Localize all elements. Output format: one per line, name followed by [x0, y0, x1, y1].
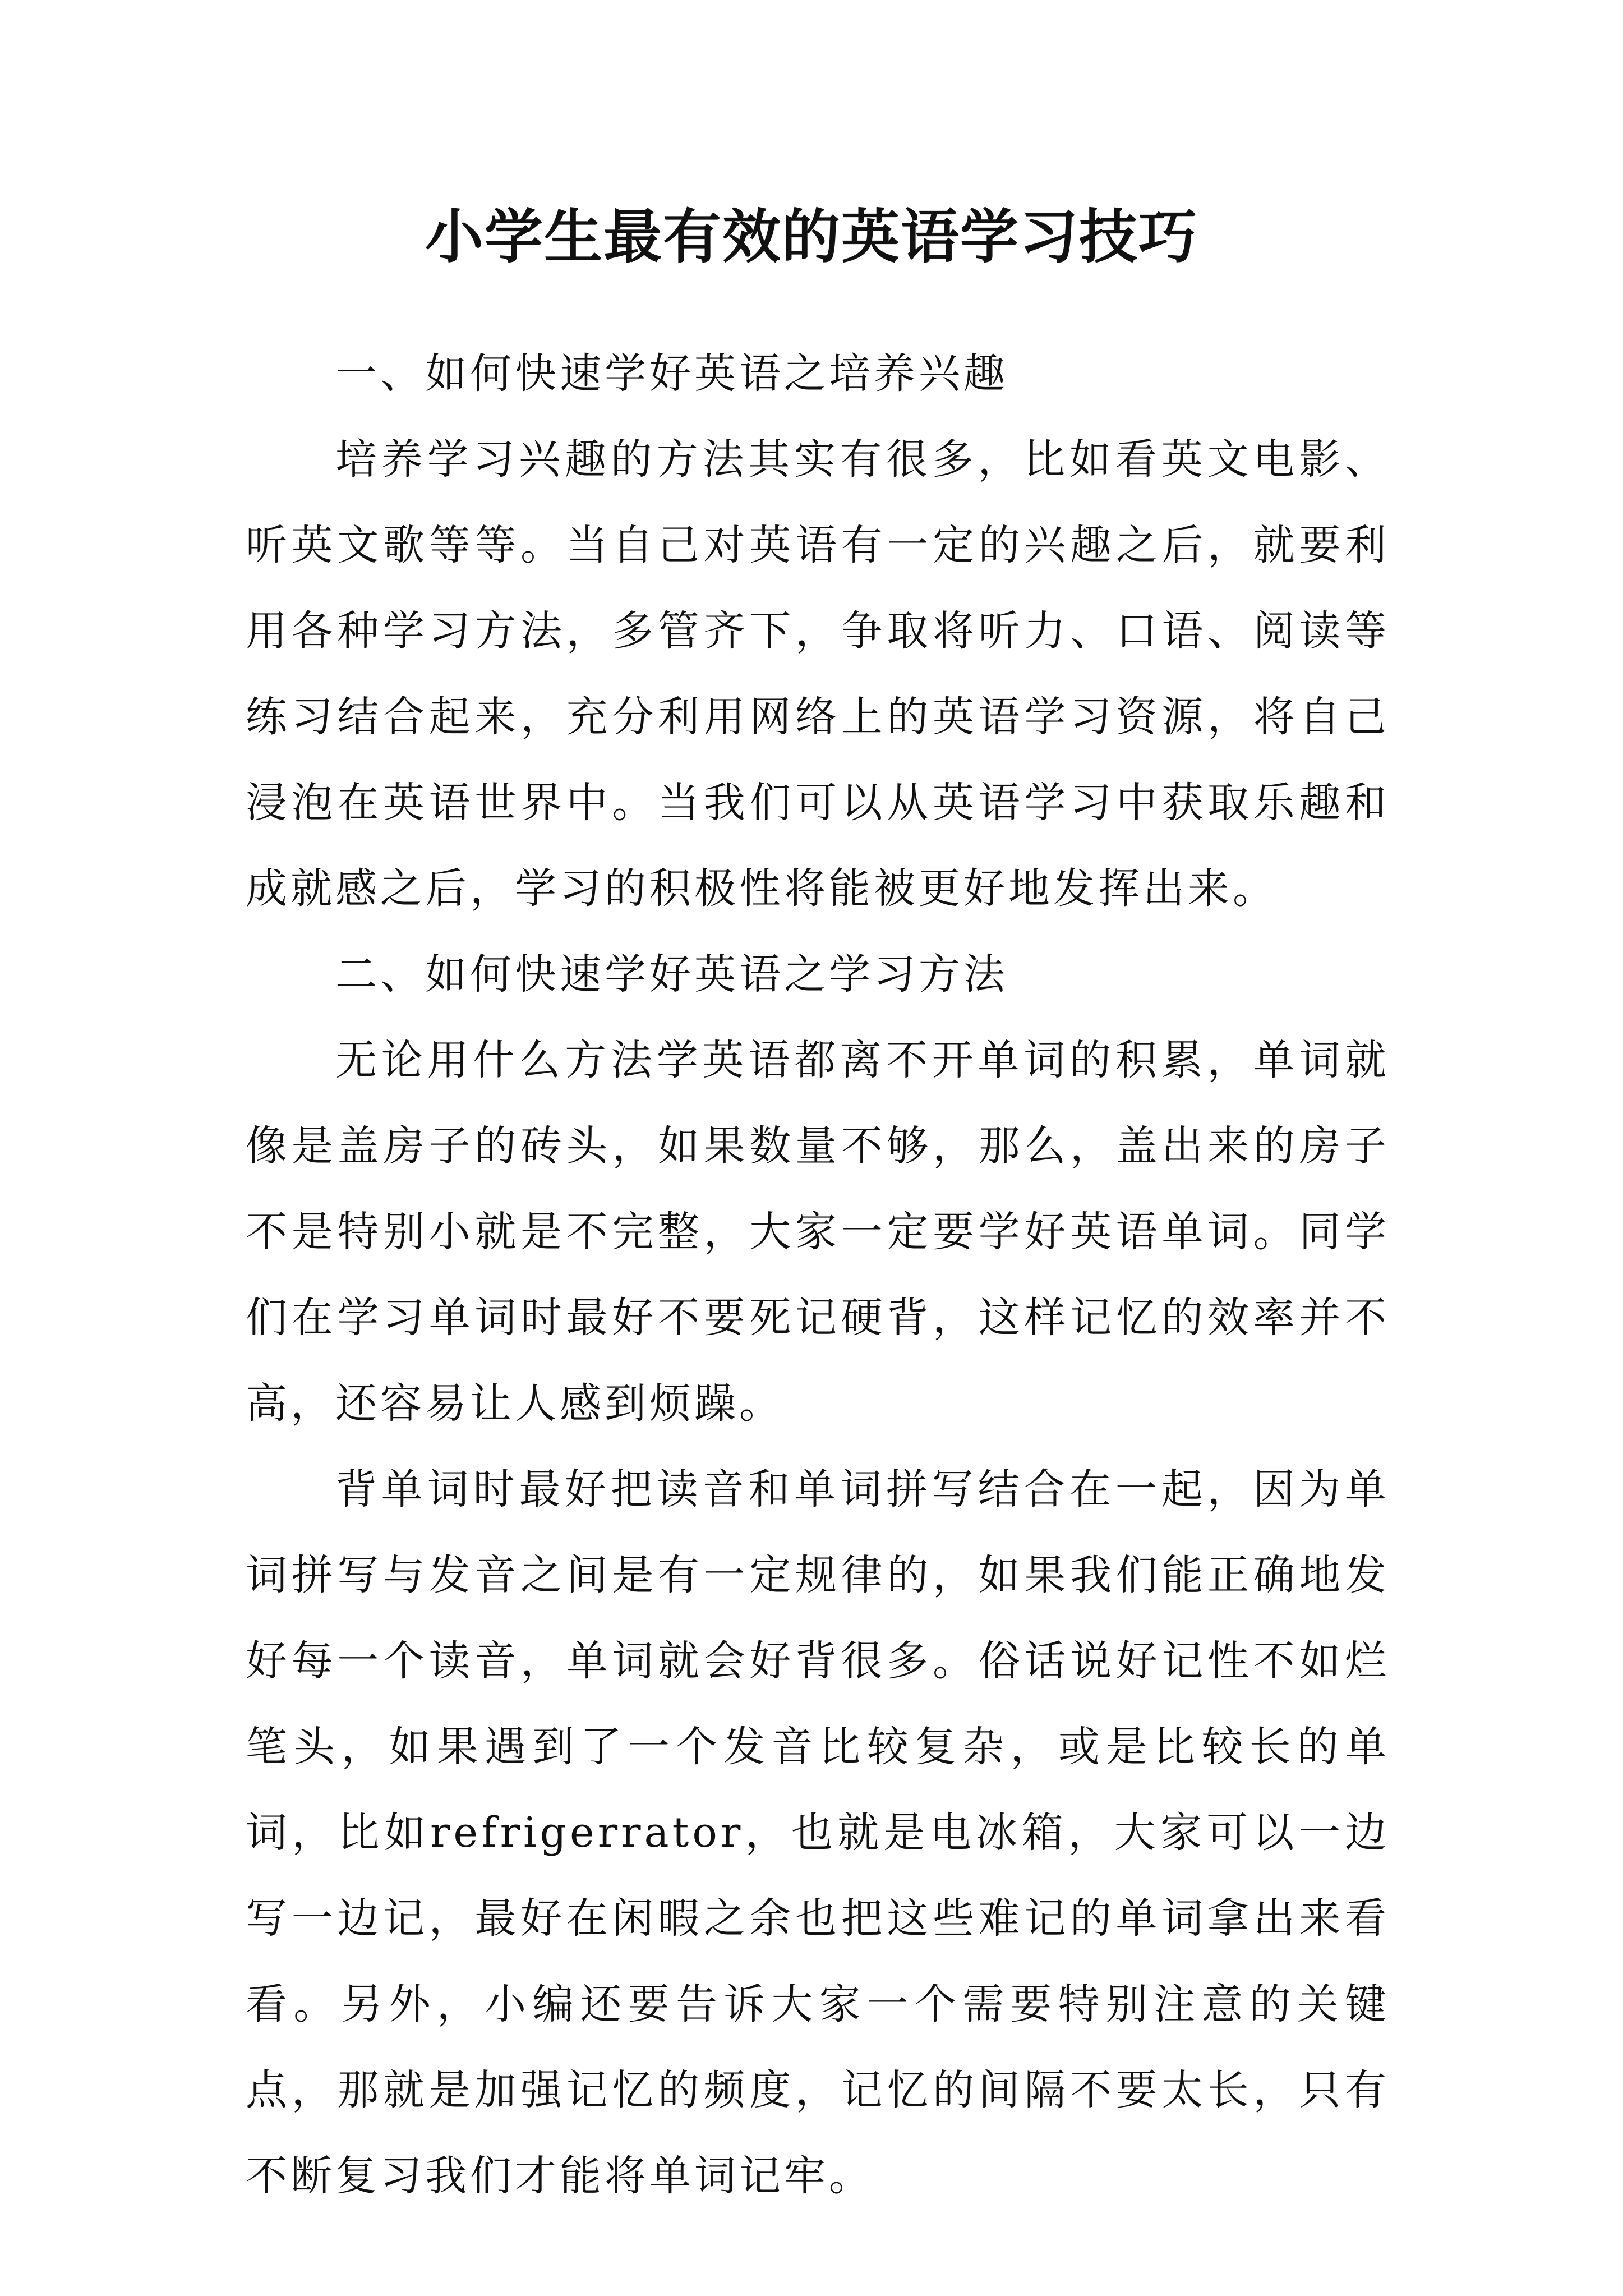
paragraph-memorization: 背单词时最好把读音和单词拼写结合在一起，因为单词拼写与发音之间是有一定规律的，如果我们能正确地发好每一个读音，单词就会好背很多。俗话说好记性不如烂笔头，如果遇到了一个发音比较复杂，或是比较长的单词，比如refrigerrator，也就是电冰箱，大家可以一边写一边记，最好在闲暇之余也把这些难记的单词拿出来看看。另外，小编还要告诉大家一个需要特别注意的关键点，那就是加强记忆的频度，记忆的间隔不要太长，只有不断复习我们才能将单词记牢。	[246, 1465, 1390, 2200]
paragraph-vocabulary: 无论用什么方法学英语都离不开单词的积累，单词就像是盖房子的砖头，如果数量不够，那么，盖出来的房子不是特别小就是不完整，大家一定要学好英语单词。同学们在学习单词时最好不要死记硬背，这样记忆的效率并不高，还容易让人感到烦躁。	[246, 1036, 1390, 1428]
section-heading-methods: 二、如何快速学好英语之学习方法	[335, 950, 1008, 999]
paragraph-interest: 培养学习兴趣的方法其实有很多，比如看英文电影、听英文歌等等。当自己对英语有一定的兴趣之后，就要利用各种学习方法，多管齐下，争取将听力、口语、阅读等练习结合起来，充分利用网络上的英语学习资源，将自己浸泡在英语世界中。当我们可以从英语学习中获取乐趣和成就感之后，学习的积极性将能被更好地发挥出来。	[246, 435, 1390, 913]
section-heading-interest: 一、如何快速学好英语之培养兴趣	[335, 349, 1008, 398]
document-body	[246, 331, 1390, 2219]
document-title: 小学生最有效的英语学习技巧	[425, 202, 1198, 271]
